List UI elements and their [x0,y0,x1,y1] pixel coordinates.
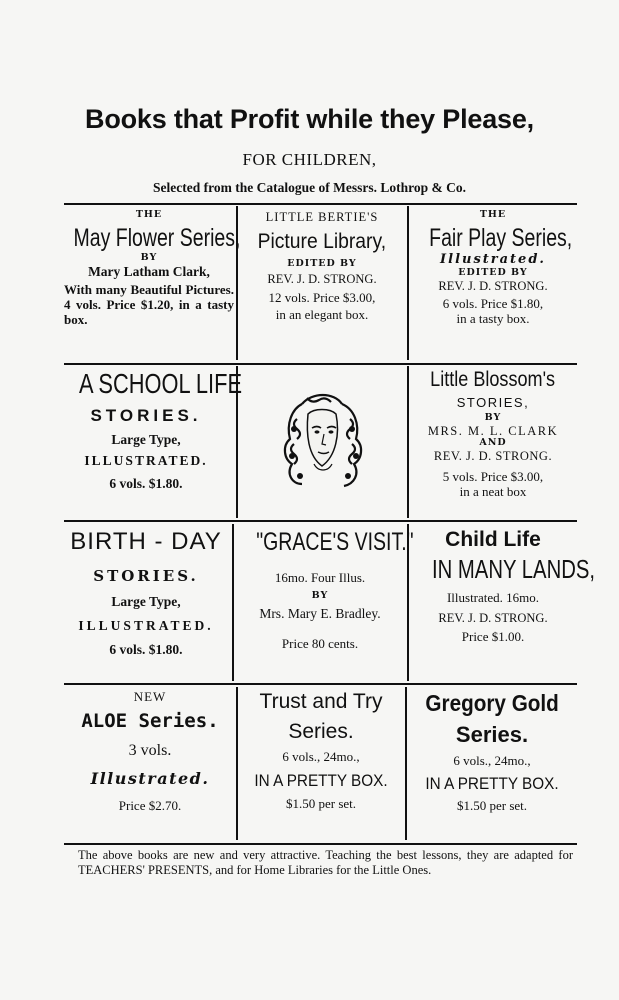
portrait-cell [238,368,406,516]
kicker: LITTLE BERTIE'S [265,210,379,224]
series-name: Little Blossom's [430,368,556,391]
format: 6 vols., 24mo., [282,749,360,765]
packaging: IN A PRETTY BOX. [254,771,388,791]
format: 16mo. Four Illus. [274,569,366,585]
price: 6 vols. $1.80. [109,641,183,657]
packaging: in an elegant box. [275,306,369,322]
ad-trust-and-try-series [238,690,404,812]
title-line-1: Trust and Try [259,690,383,713]
illustrated-note: ILLUSTRATED. [78,618,214,634]
stories-label: STORIES. [93,566,199,585]
ad-graces-visit [234,528,414,652]
ad-may-flower-series [64,209,241,328]
ad-aloe-series [64,690,236,814]
kicker: NEW [133,689,167,704]
illustrated-note: Illustrated. [90,769,210,789]
format: Illustrated. 16mo. [446,590,540,606]
series-name: Picture Library, [257,230,387,254]
by-label: BY [140,251,158,263]
ad-picture-library [238,210,406,323]
price: Price $2.70. [118,797,182,813]
series-name: May Flower Series, [73,223,241,252]
ad-gregory-gold-series [407,690,577,814]
price: $1.50 per set. [456,798,528,814]
ad-fair-play-series [409,210,577,327]
author: REV. J. D. STRONG. [433,449,553,464]
title-line-1: Child Life [445,528,541,551]
price: Price $1.00. [461,629,525,645]
rule-row3 [64,520,577,522]
price: 12 vols. Price $3.00, [268,289,376,305]
footer-note: The above books are new and very attractive. Teaching the best lessons, they are adapted for TEACHERS' PRESENTS, and for Home Libraries for the Little Ones. [78,848,573,878]
editor: REV. J. D. STRONG. [438,610,548,625]
price: 5 vols. Price $3.00, [442,468,544,484]
title-line-1: Gregory Gold [425,690,559,716]
subtitle: FOR CHILDREN, [242,150,377,169]
ad-child-life [409,528,596,645]
price: 6 vols. Price $1.80, [442,295,544,311]
series-name: Fair Play Series, [429,223,573,252]
edited-by: EDITED BY [287,257,357,269]
series-name: A SCHOOL LIFE [78,368,243,399]
kicker: THE [479,209,507,220]
packaging: in a neat box [459,483,527,499]
type-note: Large Type, [111,431,181,447]
illustrated-note: ILLUSTRATED. [84,453,208,469]
volume-count: 3 vols. [128,741,172,759]
edited-by: EDITED BY [458,266,528,278]
title-line-2: IN MANY LANDS, [431,554,596,585]
editor: REV. J. D. STRONG. [267,272,377,287]
author: Mrs. Mary E. Bradley. [259,605,381,621]
ad-school-life-stories [56,368,243,491]
stories-label: STORIES, [456,395,530,411]
price: Price 80 cents. [281,636,359,652]
kicker: THE [135,209,163,220]
stories-label: STORIES. [90,406,202,426]
illustrated-note: Illustrated. [440,251,546,267]
title: "GRACE'S VISIT." [256,528,414,556]
girl-portrait-image [272,384,372,504]
packaging: in a tasty box. [456,310,530,326]
title-line-2: Series. [288,720,354,744]
and-label: AND [479,437,507,449]
by-label: BY [484,412,502,424]
packaging: IN A PRETTY BOX. [425,773,559,793]
title-line-2: Series. [455,722,529,748]
rule-bottom [64,843,577,845]
by-label: BY [311,589,329,601]
description: With many Beautiful Pictures. 4 vols. Price $1.20, in a tasty box. [64,282,234,327]
ad-birth-day-stories [60,528,232,657]
rule-row4 [64,683,577,685]
rule-top [64,203,577,205]
series-name: BIRTH - DAY [70,528,222,555]
rule-row2 [64,363,577,365]
price: $1.50 per set. [285,795,357,811]
type-note: Large Type, [111,593,181,609]
ad-little-blossoms-stories [409,368,577,500]
editor: REV. J. D. STRONG. [438,278,548,293]
format: 6 vols., 24mo., [453,752,531,768]
price: 6 vols. $1.80. [109,475,183,491]
series-name: ALOE Series. [81,709,219,732]
catalogue-note: Selected from the Catalogue of Messrs. Lothrop & Co. [153,180,466,195]
author: MRS. M. L. CLARK [427,424,559,438]
author: Mary Latham Clark, [88,263,210,279]
page-title: Books that Profit while they Please, [85,104,534,134]
